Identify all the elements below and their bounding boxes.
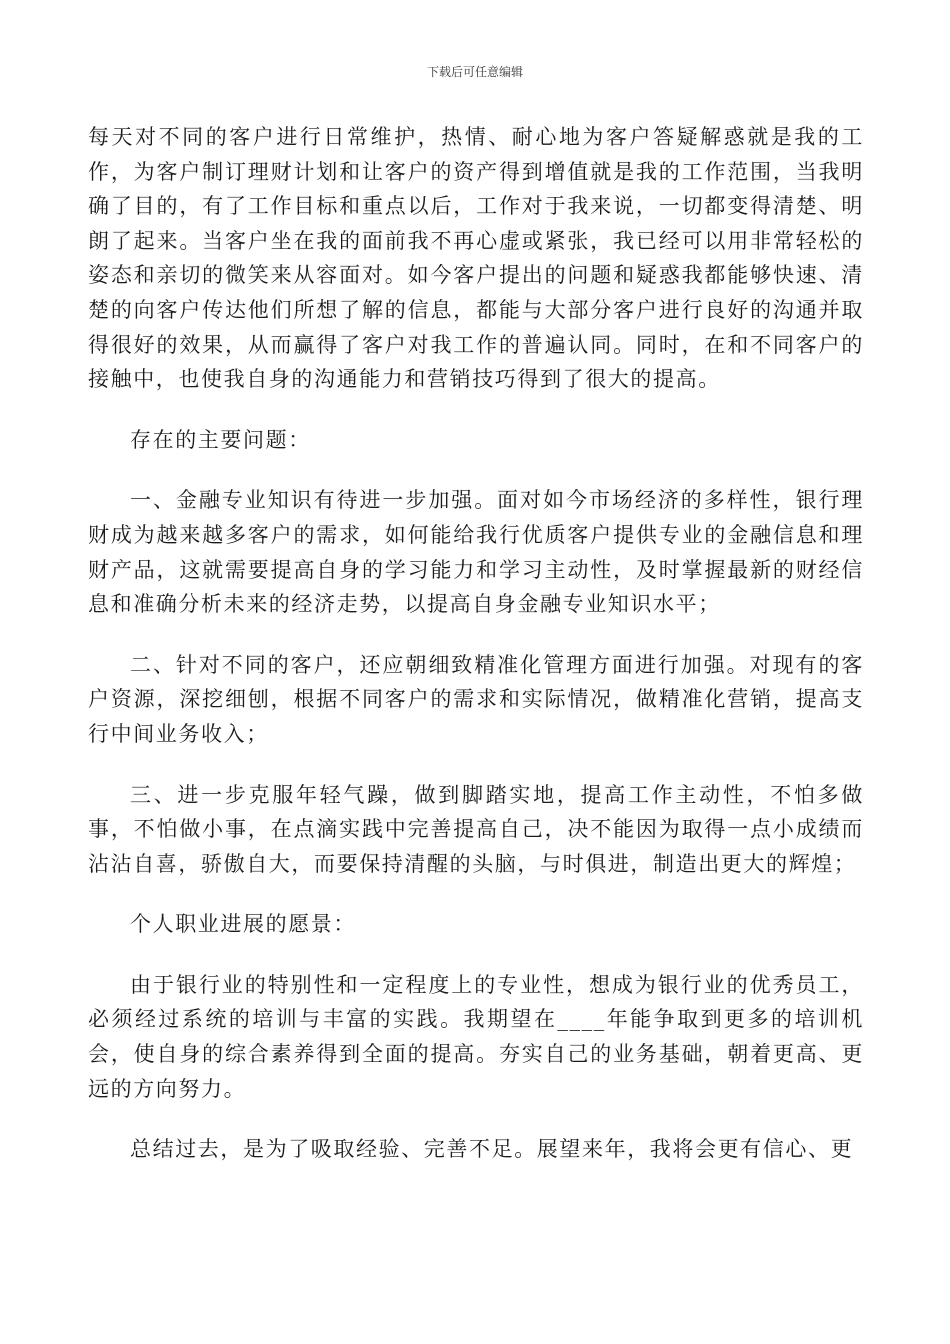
paragraph-problem-3: 三、进一步克服年轻气躁，做到脚踏实地，提高工作主动性，不怕多做事，不怕做小事，在点滴实践中完善提高自己，决不能因为取得一点小成绩而沾沾自喜，骄傲自大，而要保持清醒的头脑，与时俱进，制造出更大的辉煌； — [88, 782, 864, 876]
paragraph-summary: 总结过去，是为了吸取经验、完善不足。展望来年，我将会更有信心、更 — [130, 1137, 854, 1162]
heading-career-vision: 个人职业进展的愿景： — [130, 912, 356, 937]
paragraph-problem-2: 二、针对不同的客户，还应朝细致精准化管理方面进行加强。对现有的客户资源，深挖细刨，根据不同客户的需求和实际情况，做精准化营销，提高支行中间业务收入； — [88, 652, 864, 746]
paragraph-customer-service: 每天对不同的客户进行日常维护，热情、耐心地为客户答疑解惑就是我的工作，为客户制订理财计划和让客户的资产得到增值就是我的工作范围，当我明确了目的，有了工作目标和重点以后，工作对于我来说，一切都变得清楚、明朗了起来。当客户坐在我的面前我不再心虚或紧张，我已经可以用非常轻松的姿态和亲切的微笑来从容面对。如今客户提出的问题和疑惑我都能够快速、清楚的向客户传达他们所想了解的信息，都能与大部分客户进行良好的沟通并取得很好的效果，从而赢得了客户对我工作的普遍认同。同时，在和不同客户的接触中，也使我自身的沟通能力和营销技巧得到了很大的提高。 — [88, 125, 864, 392]
heading-main-problems: 存在的主要问题： — [130, 427, 311, 452]
document-body — [88, 120, 864, 1167]
paragraph-career-vision: 由于银行业的特别性和一定程度上的专业性，想成为银行业的优秀员工，必须经过系统的培训与丰富的实践。我期望在____年能争取到更多的培训机会，使自身的综合素养得到全面的提高。夯实自己的业务基础，朝着更高、更远的方向努力。 — [88, 972, 864, 1101]
paragraph-problem-1: 一、金融专业知识有待进一步加强。面对如今市场经济的多样性，银行理财成为越来越多客户的需求，如何能给我行优质客户提供专业的金融信息和理财产品，这就需要提高自身的学习能力和学习主动性，及时掌握最新的财经信息和准确分析未来的经济走势，以提高自身金融专业知识水平； — [88, 488, 864, 617]
page-header-note: 下载后可任意编辑 — [426, 65, 523, 79]
